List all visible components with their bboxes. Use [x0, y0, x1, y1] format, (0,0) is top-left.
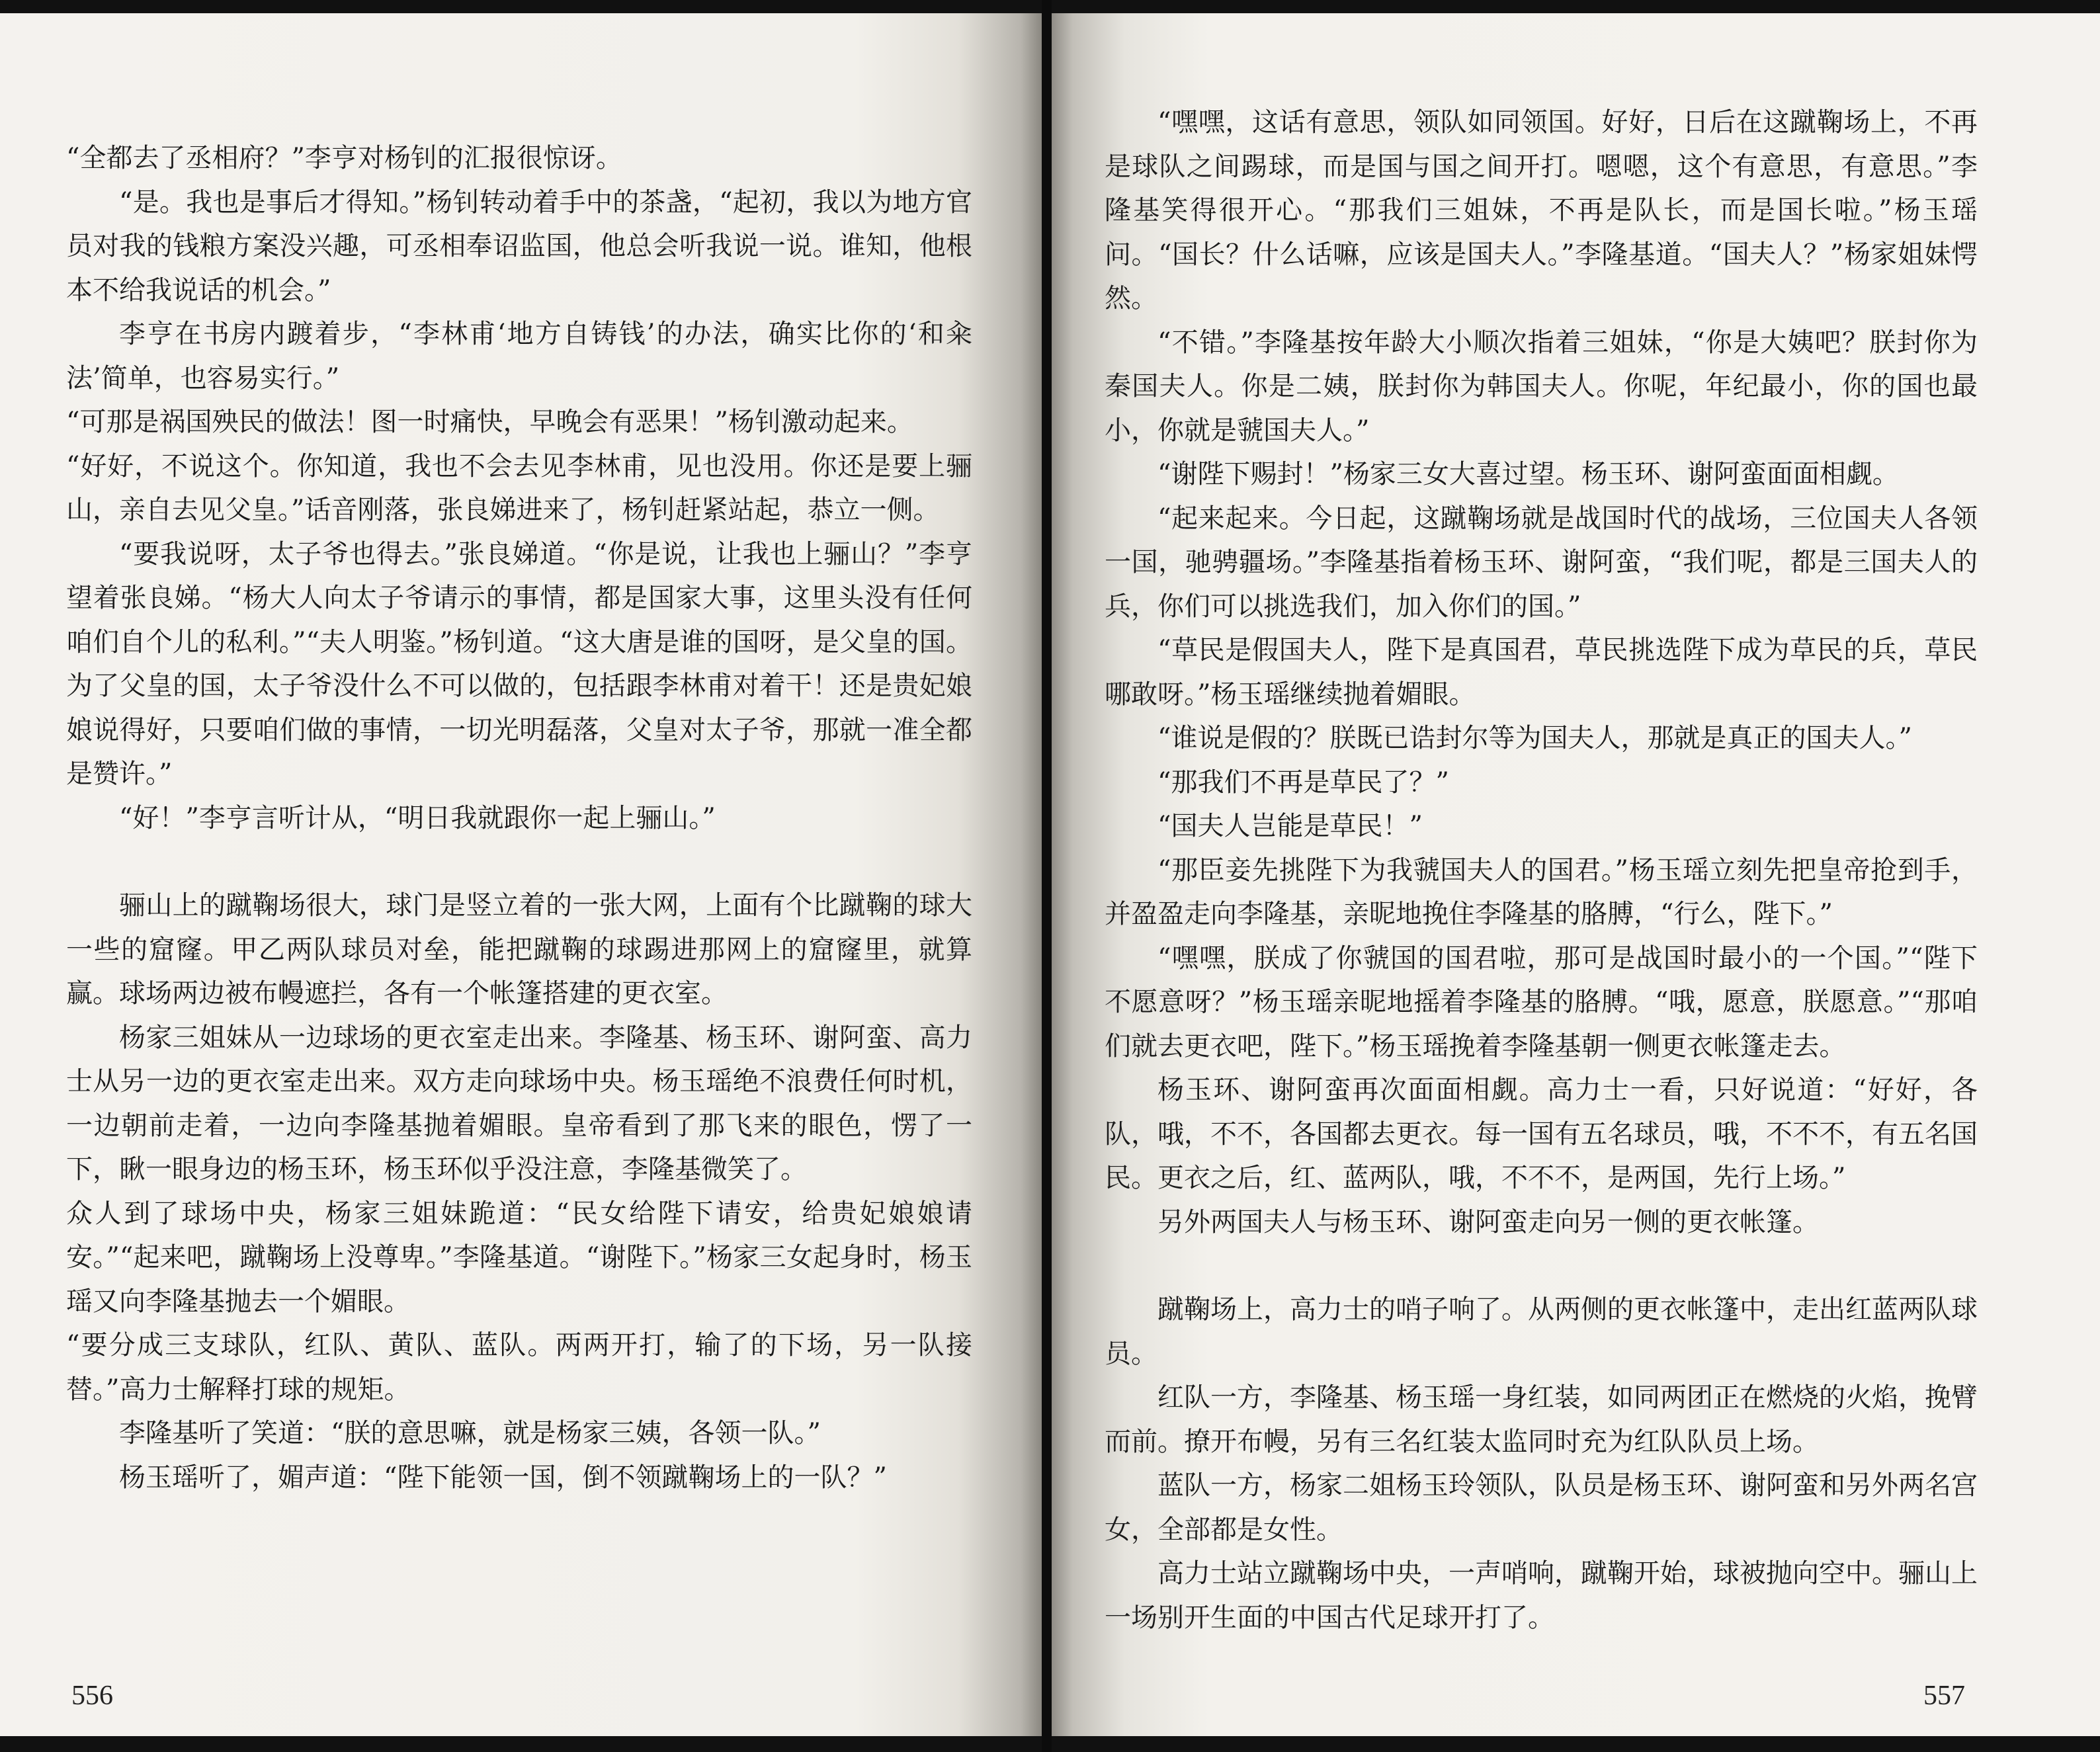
paragraph: “国夫人岂能是草民！” [1157, 811, 1423, 841]
paragraph: 另外两国夫人与杨玉环、谢阿蛮走向另一侧的更衣帐篷。 [1157, 1206, 1819, 1237]
paragraph: “好好，不说这个。你知道，我也不会去见李林甫，见也没用。你还是要上骊山，亲自去见父皇。”话音刚落，张良娣进来了，杨钊赶紧站起，恭立一侧。 [66, 450, 972, 525]
paragraph: “不错。”李隆基按年龄大小顺次指着三姐妹，“你是大姨吧？朕封你为秦国夫人。你是二姨，朕封你为韩国夫人。你呢，年纪最小，你的国也最小，你就是虢国夫人。” [1105, 327, 1978, 446]
paragraph: “那我们不再是草民了？” [1157, 767, 1449, 798]
page-number: 557 [1923, 1681, 1965, 1711]
paragraph: “是。我也是事后才得知。”杨钊转动着手中的茶盏，“起初，我以为地方官员对我的钱粮方案没兴趣，可丞相奉诏监国，他总会听我说一说。谁知，他根本不给我说话的机会。” [66, 187, 972, 306]
paragraph: 李隆基听了笑道：“朕的意思嘛，就是杨家三姨，各领一队。” [119, 1418, 821, 1448]
paragraph: 众人到了球场中央，杨家三姐妹跪道：“民女给陛下请安，给贵妃娘娘请安。”“起来吧，蹴鞠场上没尊卑。”李隆基道。“谢陛下。”杨家三女起身时，杨玉瑶又向李隆基抛去一个媚眼。 [66, 1198, 972, 1317]
paragraph: “可那是祸国殃民的做法！图一时痛快，早晚会有恶果！”杨钊激动起来。 [66, 407, 913, 437]
paragraph: 高力士站立蹴鞠场中央，一声哨响，蹴鞠开始，球被抛向空中。骊山上一场别开生面的中国古代足球开打了。 [1105, 1558, 1978, 1633]
paragraph: “嘿嘿，朕成了你虢国的国君啦，那可是战国时最小的一个国。”“陛下不愿意呀？”杨玉瑶亲昵地摇着李隆基的胳膊。“哦，愿意，朕愿意。”“那咱们就去更衣吧，陛下。”杨玉瑶挽着李隆基朝一侧更衣帐篷走去。 [1105, 942, 1978, 1062]
paragraph: “全都去了丞相府？”李亨对杨钊的汇报很惊讶。 [66, 143, 622, 173]
paragraph: “草民是假国夫人，陛下是真国君，草民挑选陛下成为草民的兵，草民哪敢呀。”杨玉瑶继续抛着媚眼。 [1105, 635, 1978, 710]
paragraph: “要我说呀，太子爷也得去。”张良娣道。“你是说，让我也上骊山？”李亨望着张良娣。“杨大人向太子爷请示的事情，都是国家大事，这里头没有任何咱们自个儿的私利。”“夫人明鉴。”杨钊道。“这大唐是谁的国呀，是父皇的国。为了父皇的国，太子爷没什么不可以做的，包括跟李林甫对着干！还是贵妃娘娘说得好，只要咱们做的事情，一切光明磊落，父皇对太子爷，那就一准全都是赞许。” [66, 538, 972, 789]
right-page-text [1105, 101, 1978, 1640]
paragraph: 杨家三姐妹从一边球场的更衣室走出来。李隆基、杨玉环、谢阿蛮、高力士从另一边的更衣室走出来。双方走向球场中央。杨玉瑶绝不浪费任何时机，一边朝前走着，一边向李隆基抛着媚眼。皇帝看到了那飞来的眼色，愣了一下，瞅一眼身边的杨玉环，杨玉环似乎没注意，李隆基微笑了。 [66, 1022, 972, 1185]
paragraph: “起来起来。今日起，这蹴鞠场就是战国时代的战场，三位国夫人各领一国，驰骋疆场。”李隆基指着杨玉环、谢阿蛮，“我们呢，都是三国夫人的兵，你们可以挑选我们，加入你们的国。” [1105, 503, 1978, 622]
section-break [1105, 1244, 1978, 1288]
book-gutter [1042, 0, 1052, 1752]
paragraph: “那臣妾先挑陛下为我虢国夫人的国君。”杨玉瑶立刻先把皇帝抢到手，并盈盈走向李隆基，亲昵地挽住李隆基的胳膊，“行么，陛下。” [1105, 855, 1978, 929]
paragraph: “要分成三支球队，红队、黄队、蓝队。两两开打，输了的下场，另一队接替。”高力士解释打球的规矩。 [66, 1330, 972, 1405]
paragraph: “好！”李亨言听计从，“明日我就跟你一起上骊山。” [119, 802, 716, 833]
page-number: 556 [71, 1681, 113, 1711]
paragraph: “谢陛下赐封！”杨家三女大喜过望。杨玉环、谢阿蛮面面相觑。 [1157, 459, 1899, 489]
paragraph: 杨玉环、谢阿蛮再次面面相觑。高力士一看，只好说道：“好好，各队，哦，不不，各国都去更衣。每一国有五名球员，哦，不不不，有五名国民。更衣之后，红、蓝两队，哦，不不不，是两国，先行上场。” [1105, 1075, 1978, 1193]
paragraph: 杨玉瑶听了，媚声道：“陛下能领一国，倒不领蹴鞠场上的一队？” [119, 1462, 887, 1493]
left-page [0, 13, 1042, 1736]
paragraph: 骊山上的蹴鞠场很大，球门是竖立着的一张大网，上面有个比蹴鞠的球大一些的窟窿。甲乙两队球员对垒，能把蹴鞠的球踢进那网上的窟窿里，就算赢。球场两边被布幔遮拦，各有一个帐篷搭建的更衣室。 [66, 890, 972, 1009]
paragraph: 李亨在书房内踱着步，“李林甫‘地方自铸钱’的办法，确实比你的‘和籴法’简单，也容易实行。” [66, 319, 972, 394]
paragraph: 红队一方，李隆基、杨玉瑶一身红装，如同两团正在燃烧的火焰，挽臂而前。撩开布幔，另有三名红装太监同时充为红队队员上场。 [1105, 1382, 1978, 1457]
paragraph: 蹴鞠场上，高力士的哨子响了。从两侧的更衣帐篷中，走出红蓝两队球员。 [1105, 1294, 1978, 1369]
section-break [66, 840, 972, 884]
paragraph: 蓝队一方，杨家二姐杨玉玲领队，队员是杨玉环、谢阿蛮和另外两名宫女，全部都是女性。 [1105, 1470, 1978, 1545]
right-page [1052, 13, 2100, 1736]
paragraph: “嘿嘿，这话有意思，领队如同领国。好好，日后在这蹴鞠场上，不再是球队之间踢球，而是国与国之间开打。嗯嗯，这个有意思，有意思。”李隆基笑得很开心。“那我们三姐妹，不再是队长，而是国长啦。”杨玉瑶问。“国长？什么话嘛，应该是国夫人。”李隆基道。“国夫人？”杨家姐妹愕然。 [1105, 107, 1978, 313]
paragraph: “谁说是假的？朕既已诰封尔等为国夫人，那就是真正的国夫人。” [1157, 723, 1912, 753]
left-page-text [66, 136, 972, 1499]
